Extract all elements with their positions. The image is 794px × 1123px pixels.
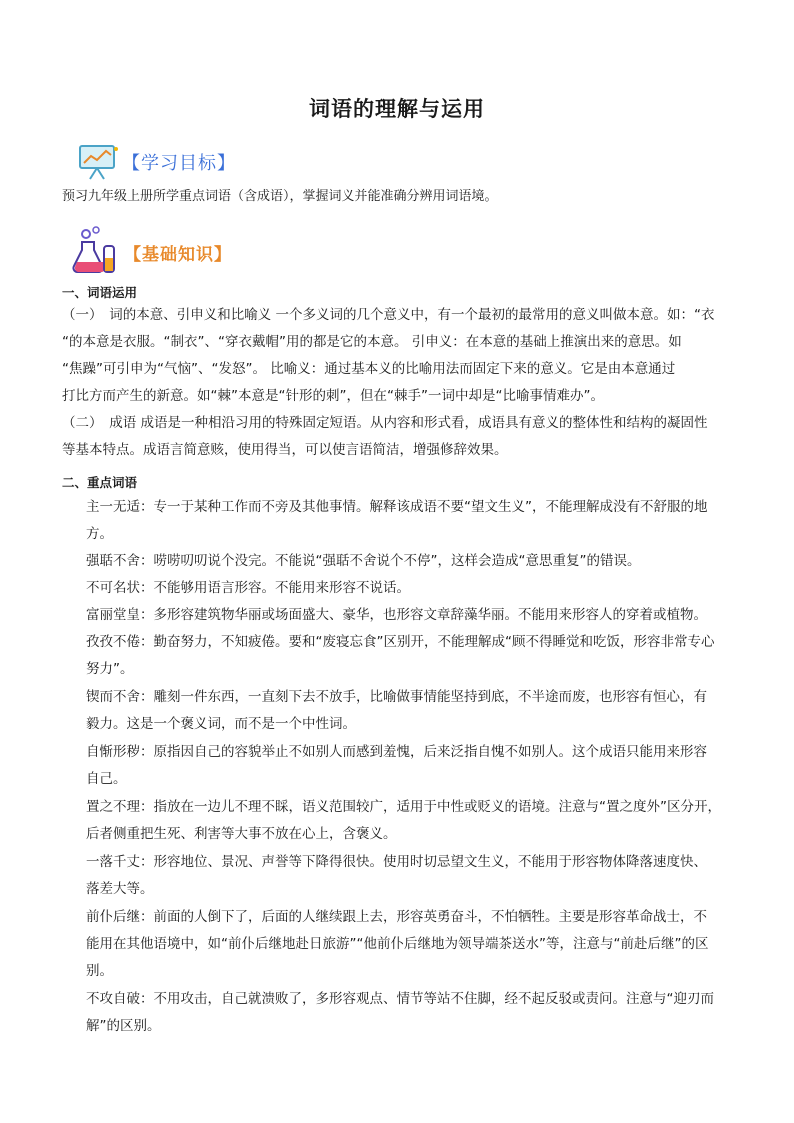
term-line: 主一无适：专一于某种工作而不旁及其他事情。解释该成语不要“望文生义”，不能理解成没有不舒服的地 <box>86 499 708 515</box>
term-line: 方。 <box>86 526 113 542</box>
basic-knowledge-tag: 【基础知识】 <box>124 244 232 265</box>
text-line: （二） 成语 成语是一种相沿习用的特殊固定短语。从内容和形式看，成语具有意义的整体性和结构的凝固性 <box>62 415 708 431</box>
term-entry <box>86 575 736 602</box>
page-title: 词语的理解与运用 <box>309 96 485 121</box>
term-line: 努力”。 <box>86 661 134 677</box>
term-line: 自惭形秽：原指因自己的容貌举止不如别人而感到羞愧，后来泛指自愧不如别人。这个成语只能用来形容 <box>86 744 707 760</box>
term-entry <box>86 986 736 1040</box>
term-entry <box>86 684 736 738</box>
term-entry <box>86 904 736 985</box>
presentation-board-icon <box>76 143 120 181</box>
term-line: 能用在其他语境中，如“前仆后继地赴日旅游”“他前仆后继地为领导端茶送水”等，注意与“前赴后继”的区 <box>86 936 709 952</box>
term-line: 不攻自破：不用攻击，自己就溃败了，多形容观点、情节等站不住脚，经不起反驳或责问。注意与“迎刃而 <box>86 991 714 1007</box>
term-entry <box>86 739 736 793</box>
text-line: 等基本特点。成语言简意赅，使用得当，可以使言语简洁，增强修辞效果。 <box>62 442 508 458</box>
term-entry <box>86 494 736 548</box>
term-line: 富丽堂皇：多形容建筑物华丽或场面盛大、豪华，也形容文章辞藻华丽。不能用来形容人的穿着或植物。 <box>86 607 707 623</box>
learning-goal-tag: 【学习目标】 <box>122 153 236 174</box>
learning-goal-header <box>76 143 236 181</box>
term-entry <box>86 794 736 848</box>
term-line: 解”的区别。 <box>86 1018 161 1034</box>
term-line: 毅力。这是一个褒义词，而不是一个中性词。 <box>86 716 356 732</box>
basic-knowledge-header <box>70 226 232 278</box>
term-line: 不可名状：不能够用语言形容。不能用来形容不说话。 <box>86 580 410 596</box>
term-line: 前仆后继：前面的人倒下了，后面的人继续跟上去，形容英勇奋斗，不怕牺牲。主要是形容革命战士，不 <box>86 909 707 925</box>
term-line: 别。 <box>86 963 113 979</box>
term-line: 强聒不舍：唠唠叨叨说个没完。不能说“强聒不舍说个不停”，这样会造成“意思重复”的错误。 <box>86 553 641 569</box>
text-line: “的本意是衣服。“制衣”、“穿衣戴帽”用的都是它的本意。 引申义：在本意的基础上推演出来的意思。如 <box>62 334 682 350</box>
term-line: 锲而不舍：雕刻一件东西，一直刻下去不放手，比喻做事情能坚持到底，不半途而废，也形容有恒心，有 <box>86 689 707 705</box>
term-line: 自己。 <box>86 771 127 787</box>
text-line: 打比方而产生的新意。如“棘”本意是“针形的刺”，但在“棘手”一词中却是“比喻事情难办”。 <box>62 388 604 404</box>
term-line: 后者侧重把生死、利害等大事不放在心上，含褒义。 <box>86 826 397 842</box>
section-heading-key-words: 二、重点词语 <box>62 475 138 490</box>
text-line: “焦躁”可引申为“气恼”、“发怒”。 比喻义：通过基本义的比喻用法而固定下来的意义。它是由本意通过 <box>62 361 676 377</box>
section-heading-word-usage: 一、词语运用 <box>62 285 138 300</box>
term-line: 一落千丈：形容地位、景况、声誉等下降得很快。使用时切忌望文生义，不能用于形容物体降落速度快、 <box>86 854 707 870</box>
word-usage-paragraph <box>62 302 734 464</box>
term-entry <box>86 849 736 903</box>
term-entry <box>86 548 736 575</box>
term-line: 孜孜不倦：勤奋努力，不知疲倦。要和“废寝忘食”区别开，不能理解成“顾不得睡觉和吃饭，形容非常专心 <box>86 634 715 650</box>
flask-icon <box>70 226 122 278</box>
term-line: 落差大等。 <box>86 881 154 897</box>
text-line: （一） 词的本意、引申义和比喻义 一个多义词的几个意义中，有一个最初的最常用的意义叫做本意。如：“衣 <box>62 307 715 323</box>
term-entry <box>86 602 736 629</box>
term-entry <box>86 629 736 683</box>
learning-goal-text: 预习九年级上册所学重点词语（含成语），掌握词义并能准确分辨用词语境。 <box>62 189 498 204</box>
term-line: 置之不理：指放在一边儿不理不睬，语义范围较广，适用于中性或贬义的语境。注意与“置之度外”区分开， <box>86 799 721 815</box>
